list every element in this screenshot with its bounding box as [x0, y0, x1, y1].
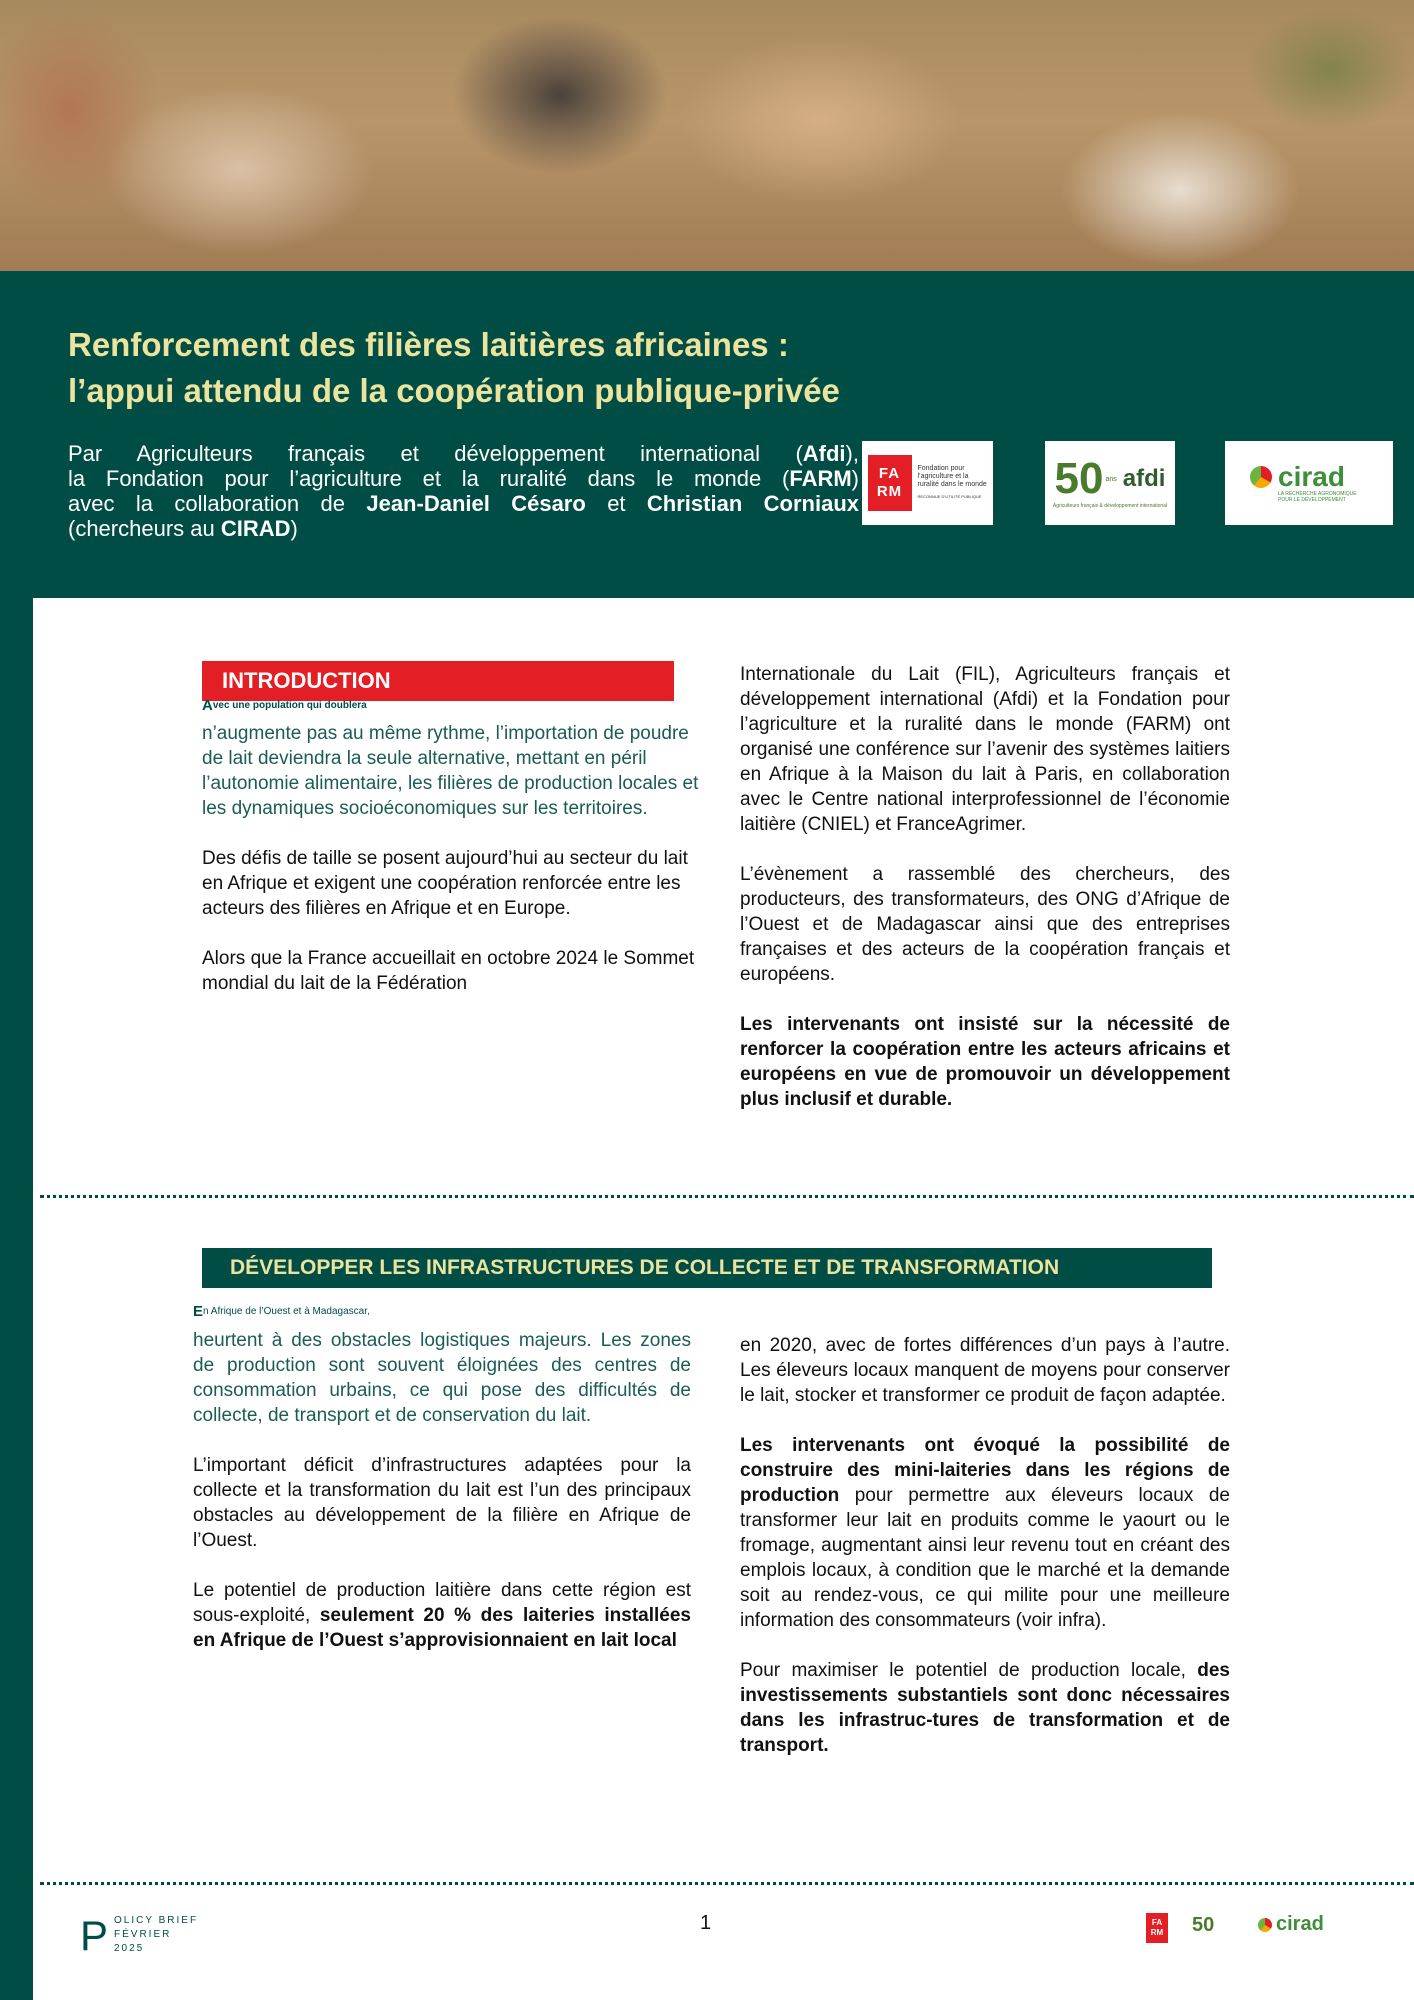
- dev-paragraph-2: L’important déficit d’infrastructures adaptées pour la collecte et la transformation du lait est l’un des principaux obstacles au développement de la filière en Afrique de l’Ouest.: [193, 1455, 691, 1551]
- dev-right-paragraph-2: Les intervenants ont évoqué la possibilité de construire des mini-laiteries dans les régions de production pour permettre aux éleveurs locaux de transformer leur lait en produits comme le yaourt ou le fromage, augmentant ainsi leur revenu tout en créant des emplois locaux, à condition que le marché et la demande soit au rendez-vous, ce qui milite pour une meilleure information des consommateurs (voir infra).: [740, 1435, 1230, 1631]
- intro-left-column: [202, 721, 707, 996]
- policy-brief-letter: P: [80, 1912, 109, 1959]
- authors-line-4: (chercheurs au CIRAD): [68, 516, 298, 541]
- dev-paragraph-3: Le potentiel de production laitière dans cette région est sous-exploité, seulement 20 % des laiteries installées en Afrique de l’Ouest s’approvisionnaient en lait local: [193, 1580, 691, 1651]
- authors-line-1: Par Agriculteurs français et développement international (Afdi),: [68, 441, 859, 466]
- footer-divider: [40, 1882, 1414, 1885]
- footer-farm-logo: FA RM: [1146, 1913, 1168, 1943]
- intro-dropcap-line: $A^{vec une population qui doublera}$: [202, 697, 367, 714]
- header-panel: [0, 271, 1414, 598]
- dev-dropcap-line: $E^{n Afrique de l’Ouest et à Madagascar,}$: [193, 1303, 370, 1320]
- title-line-1: Renforcement des filières laitières africaines :: [68, 326, 789, 363]
- authors-line-3: avec la collaboration de Jean-Daniel Césaro et Christian Corniaux: [68, 491, 859, 516]
- dev-right-column: [740, 1333, 1230, 1758]
- afdi-logo: 50 ans afdi Agriculteurs français & développement international: [1045, 441, 1175, 525]
- intro-paragraph-1: n’augmente pas au même rythme, l’importation de poudre de lait deviendra la seule alternative, mettant en péril l’autonomie alimentaire, les filières de production locales et les dynamiques socioéconomiques sur les territoires.: [202, 723, 699, 819]
- footer-afdi-logo: 50: [1192, 1914, 1215, 1936]
- farm-mark-icon: FA RM: [868, 455, 912, 511]
- infrastructure-heading: DÉVELOPPER LES INFRASTRUCTURES DE COLLECTE ET DE TRANSFORMATION: [202, 1248, 1212, 1288]
- authors-block: [68, 441, 859, 541]
- authors-line-2: la Fondation pour l’agriculture et la ruralité dans le monde (FARM): [68, 466, 859, 491]
- dev-paragraph-1: heurtent à des obstacles logistiques majeurs. Les zones de production sont souvent éloignées des centres de consommation urbains, ce qui pose des difficultés de collecte, de transport et de conservation du lait.: [193, 1330, 691, 1426]
- intro-paragraph-2: Des défis de taille se posent aujourd’hui au secteur du lait en Afrique et exigent une coopération renforcée entre les acteurs des filières en Afrique et en Europe.: [202, 848, 688, 919]
- cirad-logo: cirad LA RECHERCHE AGRONOMIQUE POUR LE DÉVELOPPEMENT: [1225, 441, 1393, 525]
- title-line-2: l’appui attendu de la coopération publique-privée: [68, 372, 840, 409]
- left-accent-bar: [0, 598, 33, 2000]
- policy-brief-label: OLICY BRIEF FÉVRIER 2025: [114, 1915, 199, 1954]
- section-divider: [40, 1195, 1414, 1198]
- farm-logo: FA RM Fondation pour l’agriculture et la ruralité dans le monde RECONNUE D’UTILITÉ PUBLIQUE: [862, 441, 993, 525]
- cirad-mark-icon: [1250, 466, 1272, 488]
- intro-paragraph-3: Alors que la France accueillait en octobre 2024 le Sommet mondial du lait de la Fédération: [202, 948, 695, 994]
- intro-right-paragraph-1: Internationale du Lait (FIL), Agriculteurs français et développement international (Afdi) et la Fondation pour l’agriculture et la ruralité dans le monde (FARM) ont organisé une conférence sur l’avenir des systèmes laitiers en Afrique à la Maison du lait à Paris, en collaboration avec le Centre national interprofessionnel de l’économie laitière (CNIEL) et FranceAgrimer.: [740, 664, 1230, 835]
- footer-cirad-mark-icon: [1258, 1918, 1272, 1932]
- intro-right-paragraph-2: L’évènement a rassemblé des chercheurs, des producteurs, des transformateurs, des ONG d’Afrique de l’Ouest et de Madagascar ainsi que des entreprises françaises et des acteurs de la coopération français et européens.: [740, 864, 1230, 985]
- footer-cirad-logo: cirad: [1258, 1913, 1324, 1936]
- intro-right-column: [740, 662, 1230, 1112]
- intro-right-paragraph-3: Les intervenants ont insisté sur la nécessité de renforcer la coopération entre les acteurs africains et européens en vue de promouvoir un développement plus inclusif et durable.: [740, 1014, 1230, 1110]
- dev-left-column: [193, 1328, 691, 1653]
- hero-cattle-photo: [0, 0, 1414, 271]
- page-title: [68, 322, 1068, 414]
- introduction-heading: INTRODUCTION: [202, 661, 674, 701]
- dev-right-paragraph-1: en 2020, avec de fortes différences d’un pays à l’autre. Les éleveurs locaux manquent de moyens pour conserver le lait, stocker et transformer ce produit de façon adaptée.: [740, 1335, 1230, 1406]
- dev-right-paragraph-3: Pour maximiser le potentiel de production locale, des investissements substantiels sont donc nécessaires dans les infrastruc-tures de transformation et de transport.: [740, 1660, 1230, 1756]
- page-number: 1: [700, 1912, 712, 1934]
